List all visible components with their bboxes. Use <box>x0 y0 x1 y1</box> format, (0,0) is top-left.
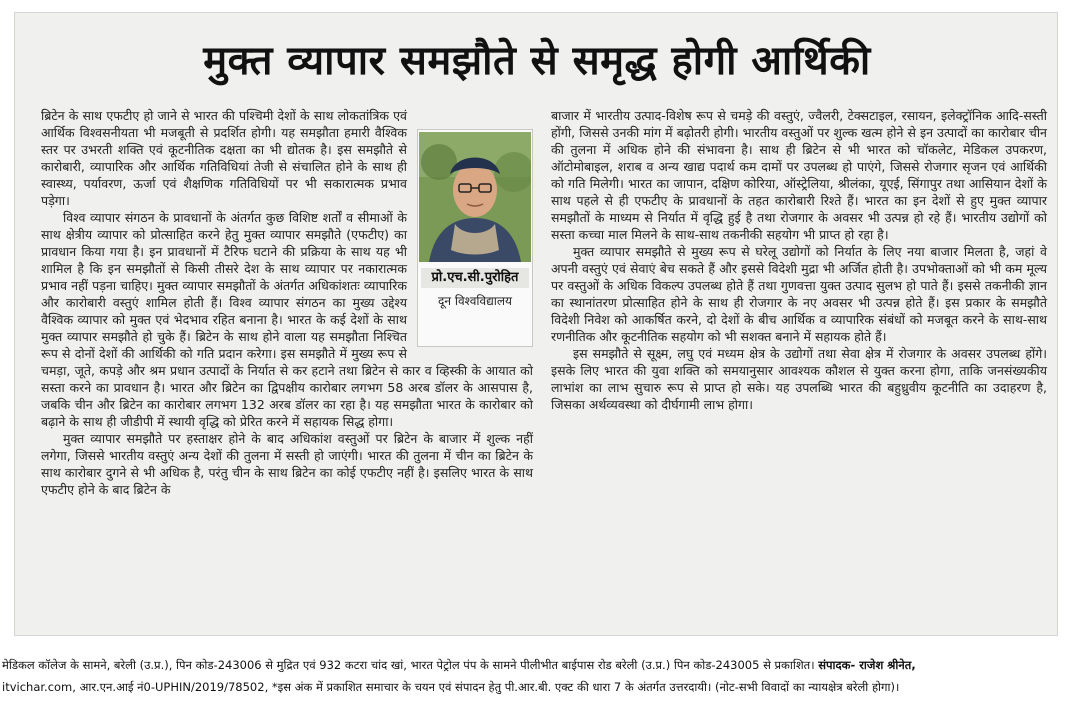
left-paragraph: विश्व व्यापार संगठन के प्रावधानों के अंतर्गत कुछ विशिष्ट शर्तों व सीमाओं के साथ क्षेत्रीय व्यापार को प्रोत्साहित करने हेतु मुक्त व्यापार समझौते (एफटीए) का प्रावधान किया गया है। इन प्रावधानों में टैरिफ घटाने की प्रक्रिया के साथ यह भी शामिल है कि इन समझौतों से किसी तीसरे देश के साथ व्यापार पर नकारात्मक प्रभाव नहीं पड़ना चाहिए। मुक्त व्यापार समझौतों के अंतर्गत अधिकांशतः व्यापारिक और कारोबारी वस्तुएं शामिल होती हैं। विश्व व्यापार संगठन का मुख्य उद्देश्य वैश्विक व्यापार को मुक्त एवं भेदभाव रहित बनाना है। भारत के कई देशों के साथ मुक्त व्यापार समझौते हो चुके हैं। ब्रिटेन के साथ होने वाला यह समझौता निश्चित रूप से दोनों देशों की आर्थिकी को गति प्रदान करेगा। इस समझौते में मुख्य रूप से चमड़ा, जूते, कपड़े और श्रम प्रधान उत्पादों के निर्यात से कर हटाने तथा ब्रिटेन से कार व व्हिस्की के आयात को सस्ता करने का प्रावधान है। भारत और ब्रिटेन का द्विपक्षीय कारोबार लगभग 58 अरब डॉलर के आसपास है, जबकि चीन और ब्रिटेन का कारोबार लगभग 132 अरब डॉलर का रहा है। यह समझौता भारत के कारोबार को बढ़ाने के साथ ही जीडीपी में स्थायी वृद्धि को प्रेरित करने में सहायक सिद्ध होगा। <box>41 210 533 429</box>
imprint-line-2: itvichar.com, आर.एन.आई नं0-UPHIN/2019/78502, *इस अंक में प्रकाशित समाचार के चयन एवं संपादन हेतु पी.आर.बी. एक्ट की धारा 7 के अंतर्गत उत्तरदायी। (नोट-सभी विवादों का न्यायक्षेत्र बरेली होगा)। <box>2 680 900 694</box>
article-column-right <box>551 107 1047 413</box>
right-paragraph: मुक्त व्यापार समझौते से मुख्य रूप से घरेलू उद्योगों को निर्यात के लिए नया बाजार मिलता है, जहां वे अपनी वस्तुएं एवं सेवाएं बेच सकते हैं और इससे विदेशी मुद्रा भी अर्जित होती है। उपभोक्ताओं को भी कम मूल्य पर वस्तुओं के अधिक विकल्प उपलब्ध होते हैं तथा गुणवत्ता युक्त उत्पाद सुलभ हो पाते हैं। इससे तकनीकी ज्ञान का स्थानांतरण प्रोत्साहित होने के साथ ही रोजगार के नए अवसर भी उत्पन्न होते हैं। इस प्रकार के समझौते विदेशी निवेश को आकर्षित करने, दो देशों के बीच आर्थिक व व्यापारिक संबंधों को मजबूत करने के साथ-साथ रणनीतिक और कूटनीतिक सहयोग को भी सशक्त बनाने में सहायक होते हैं। <box>551 244 1047 344</box>
article-column-left <box>41 107 533 498</box>
article-clipping <box>14 12 1058 636</box>
author-photo <box>419 132 531 262</box>
right-paragraph: इस समझौते से सूक्ष्म, लघु एवं मध्यम क्षेत्र के उद्योगों तथा सेवा क्षेत्र में रोजगार के अवसर उपलब्ध होंगे। इसके लिए भारत की युवा शक्ति को समयानुसार आवश्यक कौशल से युक्त करना होगा, ताकि जनसंख्यकीय लाभांश का लाभ सुचारु रूप से प्राप्त हो सके। यह उपलब्धि भारत की बहुध्रुवीय कूटनीति का उदाहरण है, जिसका अर्थव्यवस्था को दीर्घगामी लाभ होगा। <box>551 346 1047 412</box>
left-paragraph: मुक्त व्यापार समझौते पर हस्ताक्षर होने के बाद अधिकांश वस्तुओं पर ब्रिटेन के बाजार में शुल्क नहीं लगेगा, जिससे भारतीय वस्तुएं अन्य देशों की तुलना में सस्ती हो जाएंगी। भारत की तुलना में चीन का ब्रिटेन के साथ कारोबार दुगने से भी अधिक है, परंतु चीन के साथ ब्रिटेन का कोई एफटीए नहीं है। इसलिए भारत के साथ एफटीए होने के बाद ब्रिटेन के <box>41 431 533 497</box>
author-box <box>417 129 533 347</box>
right-paragraph: बाजार में भारतीय उत्पाद-विशेष रूप से चमड़े की वस्तुएं, ज्वैलरी, टेक्सटाइल, रसायन, इलेक्ट्रॉनिक आदि-सस्ती होंगी, जिससे उनकी मांग में बढ़ोतरी होगी। भारतीय वस्तुओं पर शुल्क खत्म होने से इन उत्पादों का कारोबार चीन की तुलना में अधिक होने की संभावना है। साथ ही ब्रिटेन से भी भारत को चॉकलेट, मेडिकल उपकरण, ऑटोमोबाइल, शराब व अन्य खाद्य पदार्थ कम दामों पर उपलब्ध हो पाएंगे, जिससे रोजगार सृजन एवं आर्थिकी को गति मिलेगी। भारत का जापान, दक्षिण कोरिया, ऑस्ट्रेलिया, श्रीलंका, यूएई, सिंगापुर तथा आसियान देशों के साथ पहले से ही एफटीए के प्रावधानों के तहत कारोबारी रिश्ते हैं। भारत का इन देशों से हुए मुक्त व्यापार समझौतों के माध्यम से निर्यात में वृद्धि हुई है तथा रोजगार के अवसर भी उत्पन्न हो रहे हैं। भारतीय उद्योगों को सस्ता कच्चा माल मिलने के साथ-साथ तकनीकी सहयोग भी प्राप्त हो रहा है। <box>551 108 1047 242</box>
author-name: प्रो.एच.सी.पुरोहित <box>421 268 529 288</box>
author-portrait-icon <box>419 132 531 262</box>
headline: मुक्त व्यापार समझौते से समृद्ध होगी आर्थिकी <box>203 38 871 84</box>
author-affiliation: दून विश्वविद्यालय <box>438 294 512 308</box>
imprint-line-1 <box>0 654 1080 676</box>
imprint-editor: संपादक- राजेश श्रीनेत, <box>818 658 916 672</box>
imprint-address: मेडिकल कॉलेज के सामने, बरेली (उ.प्र.), पिन कोड-243006 से मुद्रित एवं 932 कटरा चांद खां, भारत पेट्रोल पंप के सामने पीलीभीत बाईपास रोड बरेली (उ.प्र.) पिन कोड-243005 से प्रकाशित। <box>2 658 815 672</box>
imprint-footer <box>0 654 1080 721</box>
left-paragraph: ब्रिटेन के साथ एफटीए हो जाने से भारत की पश्चिमी देशों के साथ लोकतांत्रिक एवं आर्थिक विश्वसनीयता भी मजबूती से प्रदर्शित होगी। यह समझौता हमारी वैश्विक स्तर पर उभरती शक्ति एवं कूटनीतिक दक्षता का भी द्योतक है। इस समझौते से कारोबारी, व्यापारिक और आर्थिक गतिविधियां तेजी से संचालित होने के साथ ही स्वास्थ्य, पर्यावरण, ऊर्जा एवं शैक्षणिक गतिविधियों पर भी सकारात्मक प्रभाव पड़ेगा। <box>41 108 407 208</box>
